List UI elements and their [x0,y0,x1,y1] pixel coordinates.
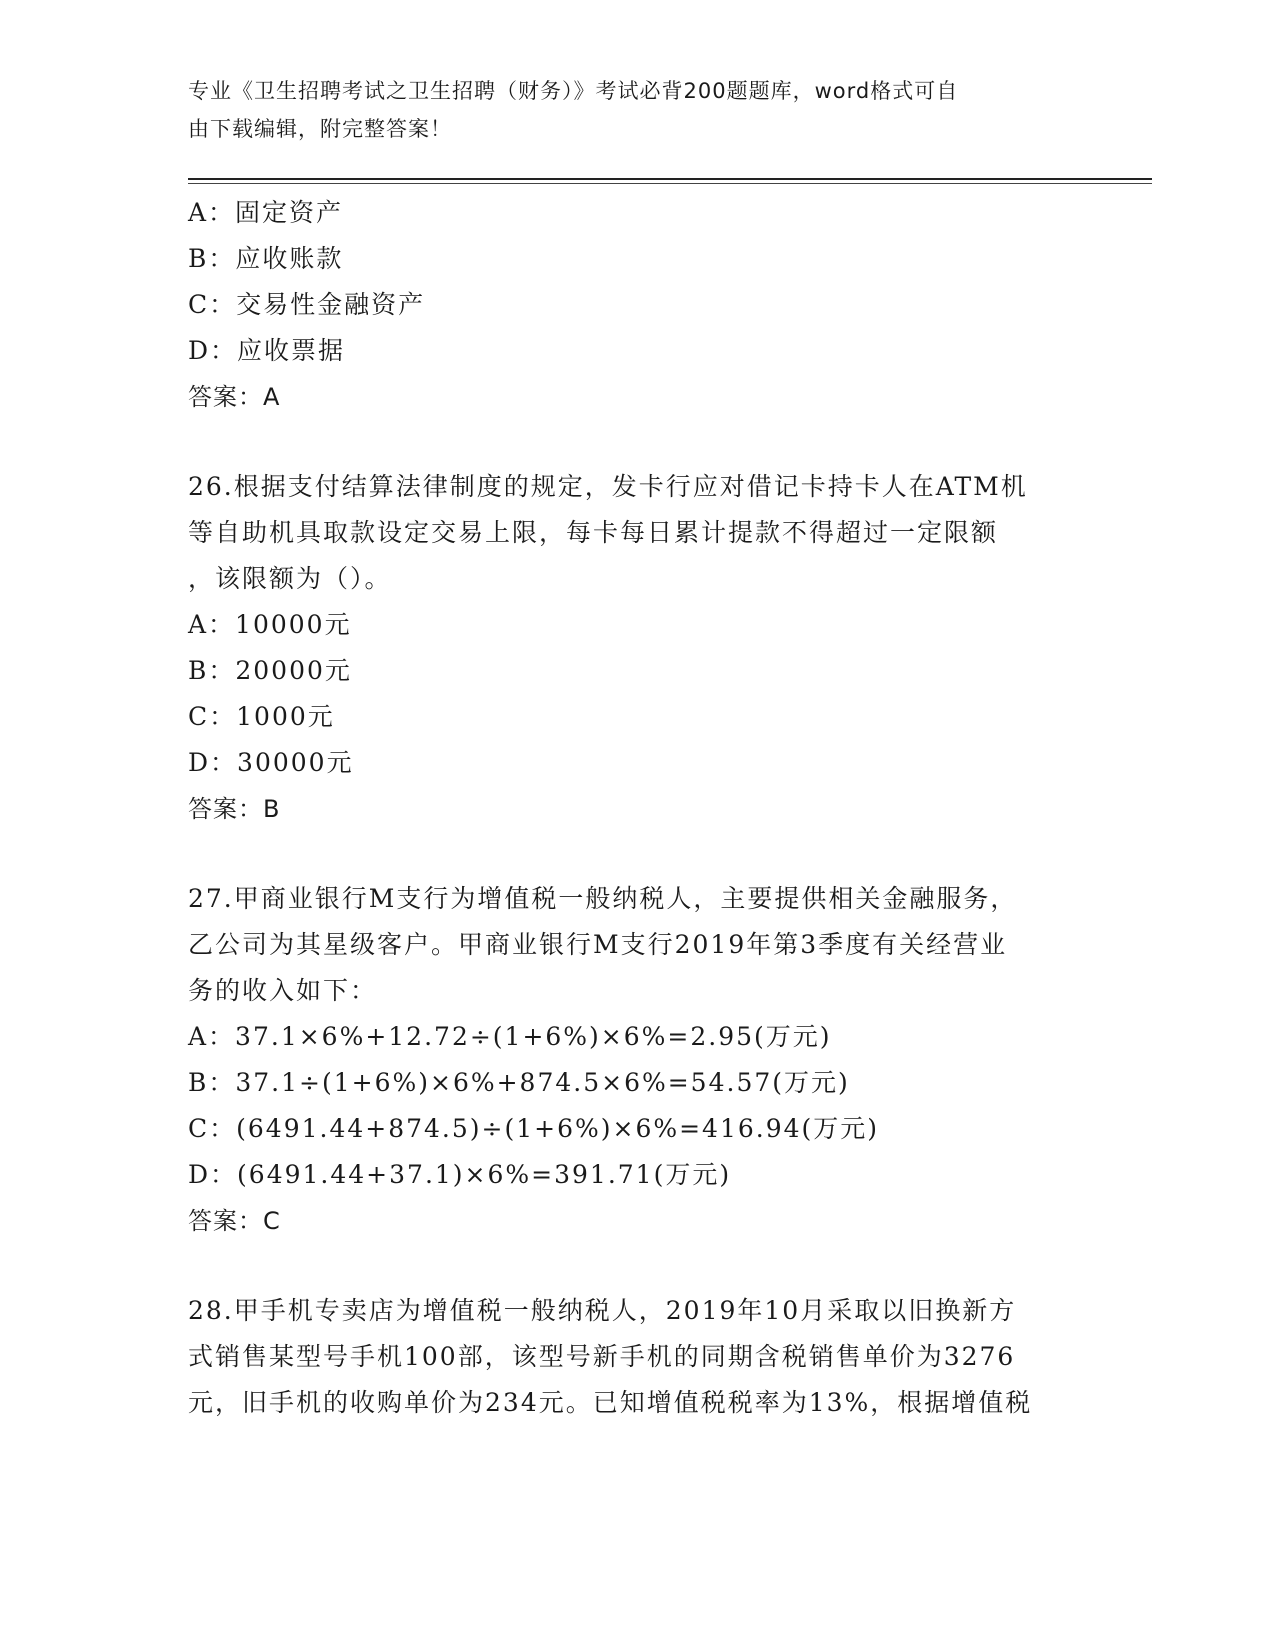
header-line-2: 由下载编辑，附完整答案！ [188,117,452,141]
option-d: D：30000元 [188,748,354,777]
option-d: D：(6491.44+37.1)×6%=391.71(万元) [188,1160,732,1189]
option-d: D：应收票据 [188,336,346,365]
question-28 [188,1288,1088,1426]
option-a: A：固定资产 [188,198,344,227]
document-body [188,190,1088,1426]
option-b: B：20000元 [188,656,352,685]
answer: 答案：C [188,1207,281,1235]
option-c: C：交易性金融资产 [188,290,426,319]
question-26 [188,464,1088,832]
question-stem-line: 28.甲手机专卖店为增值税一般纳税人，2019年10月采取以旧换新方 [188,1296,1017,1325]
document-header [188,72,1068,148]
answer: 答案：B [188,795,281,823]
question-stem-line: ，该限额为（）。 [188,564,392,593]
question-stem-line: 27.甲商业银行M支行为增值税一般纳税人，主要提供相关金融服务， [188,884,1018,913]
spacer [188,1244,1088,1288]
question-stem-line: 务的收入如下： [188,976,378,1005]
spacer [188,420,1088,464]
question-stem-line: 等自助机具取款设定交易上限，每卡每日累计提款不得超过一定限额 [188,518,999,547]
question-stem-line: 乙公司为其星级客户。甲商业银行M支行2019年第3季度有关经营业 [188,930,1008,959]
question-25 [188,190,1088,420]
option-a: A：10000元 [188,610,352,639]
header-rule-thick [188,178,1152,180]
option-a: A：37.1×6%+12.72÷(1+6%)×6%=2.95(万元) [188,1022,832,1051]
option-c: C：1000元 [188,702,335,731]
spacer [188,832,1088,876]
answer: 答案：A [188,383,281,411]
header-line-1: 专业《卫生招聘考试之卫生招聘（财务）》考试必背200题题库，word格式可自 [188,79,959,103]
question-stem-line: 26.根据支付结算法律制度的规定，发卡行应对借记卡持卡人在ATM机 [188,472,1028,501]
question-stem-line: 式销售某型号手机100部，该型号新手机的同期含税销售单价为3276 [188,1342,1016,1371]
option-b: B：37.1÷(1+6%)×6%+874.5×6%=54.57(万元) [188,1068,850,1097]
option-c: C：(6491.44+874.5)÷(1+6%)×6%=416.94(万元) [188,1114,880,1143]
header-rule-thin [188,183,1152,184]
option-b: B：应收账款 [188,244,344,273]
question-stem-line: 元，旧手机的收购单价为234元。已知增值税税率为13%，根据增值税 [188,1388,1033,1417]
question-27 [188,876,1088,1244]
